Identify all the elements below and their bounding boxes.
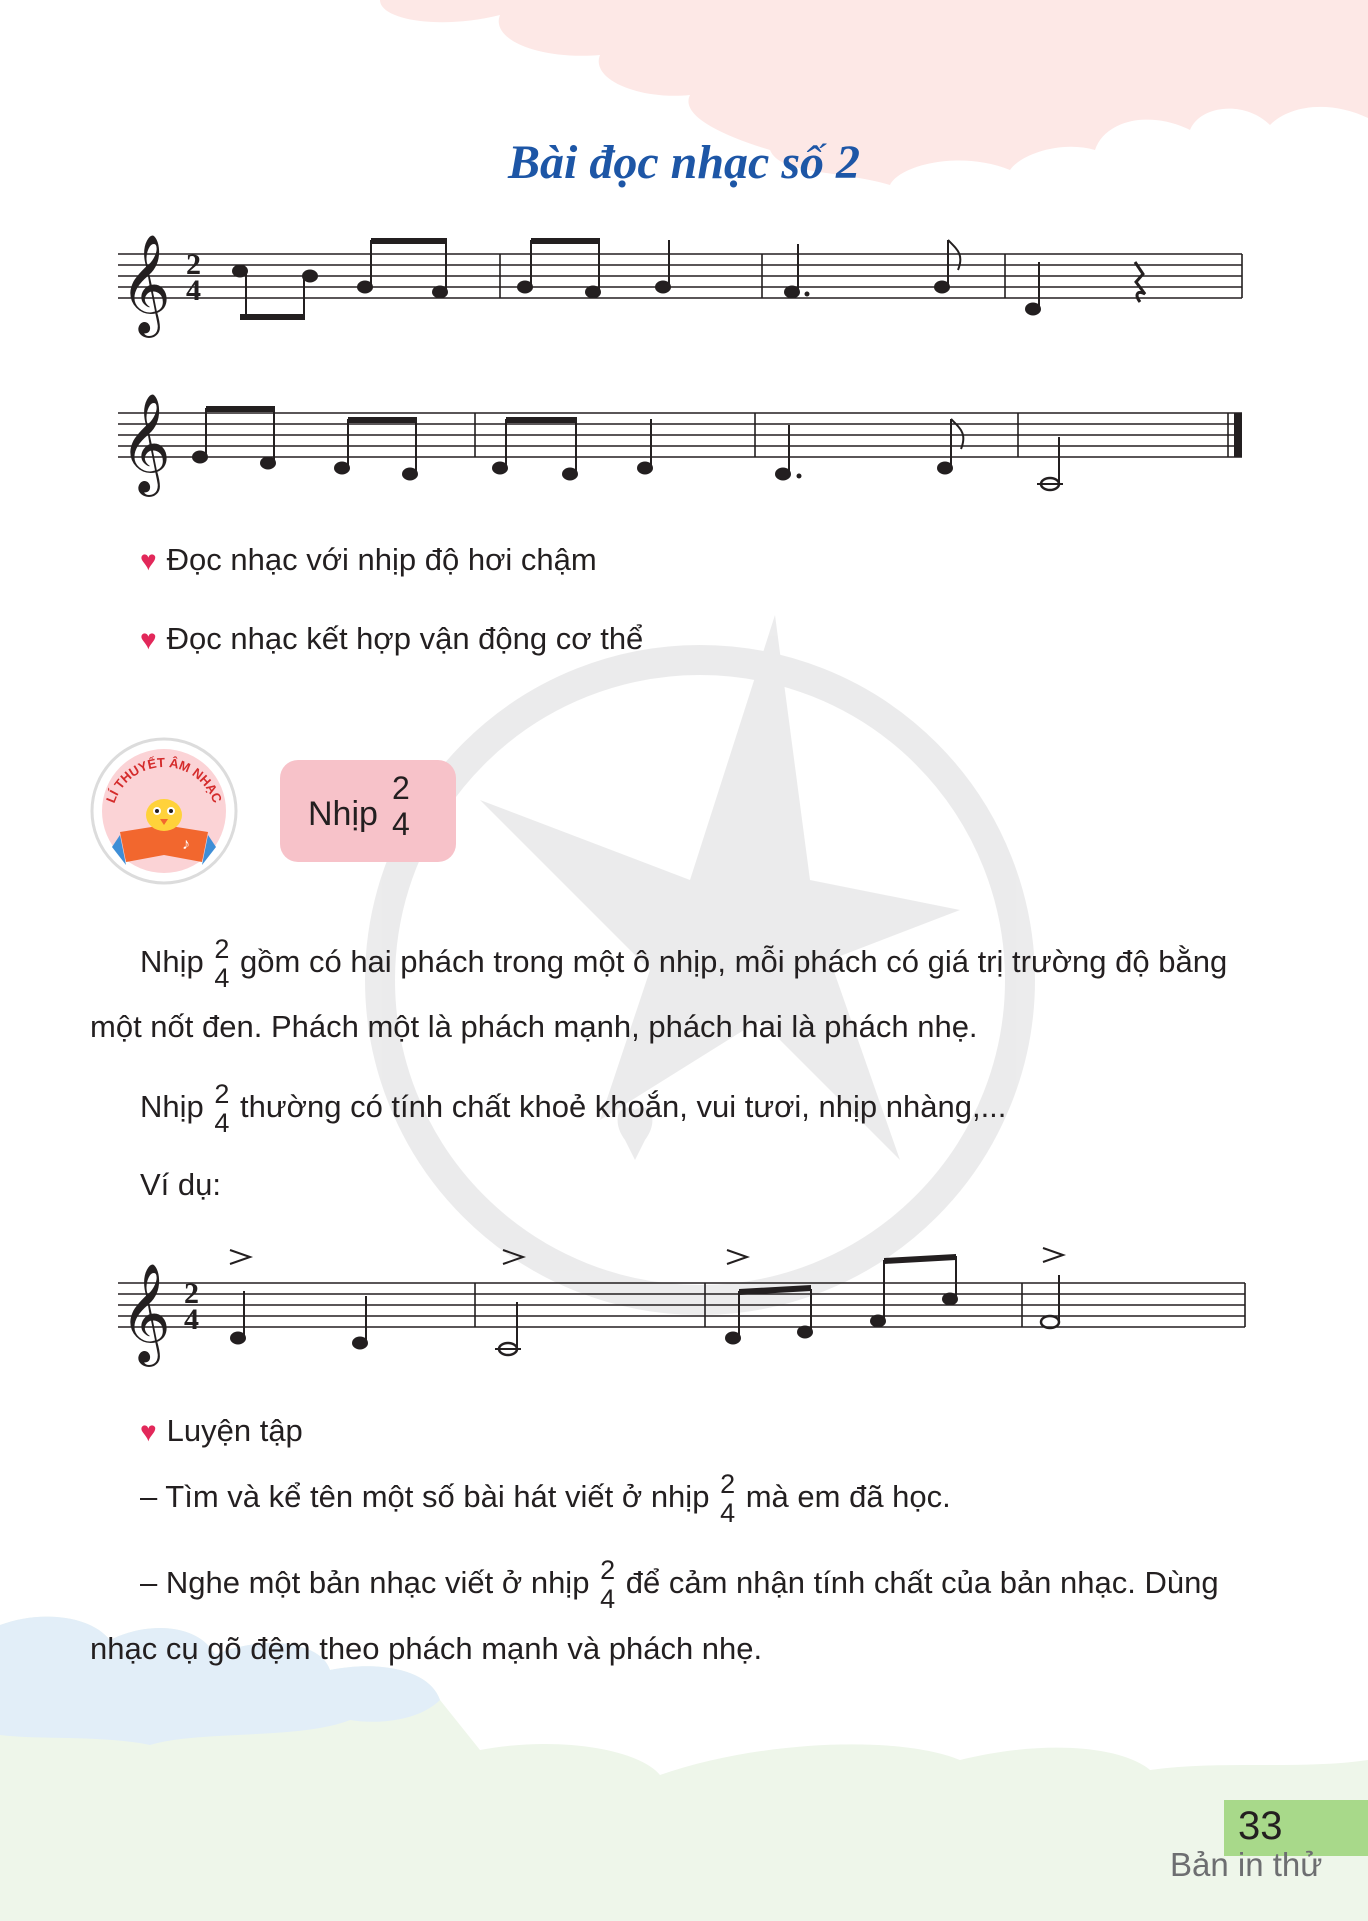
- page-number: 33: [1238, 1804, 1283, 1848]
- music-staff-example: [0, 1240, 1368, 1370]
- treble-clef-icon: 𝄞: [120, 236, 171, 332]
- time-signature-bottom: 4: [186, 274, 201, 307]
- instruction-item: ♥ Đọc nhạc với nhịp độ hơi chậm: [140, 542, 597, 577]
- time-signature-top: 2: [186, 248, 201, 281]
- note: [785, 287, 799, 298]
- note: [1026, 304, 1040, 315]
- note: [433, 287, 447, 298]
- note: [193, 452, 207, 463]
- section-heading-label: Nhịp: [308, 795, 378, 833]
- draft-note: Bản in thử: [1170, 1846, 1323, 1883]
- note: [233, 266, 247, 277]
- svg-text:♪: ♪: [182, 836, 190, 853]
- note: [563, 469, 577, 480]
- badge-text: LÍ THUYẾT ÂM NHẠC: [102, 754, 226, 805]
- lesson-title: Bài đọc nhạc số 2: [507, 136, 861, 189]
- final-barline: [1234, 413, 1242, 457]
- accent-mark: [503, 1250, 523, 1264]
- time-fraction: 2 4: [600, 1555, 616, 1614]
- note: [871, 1316, 885, 1327]
- instruction-item: ♥ Đọc nhạc kết hợp vận động cơ thể: [140, 621, 644, 656]
- note: [943, 1294, 957, 1305]
- note: [358, 282, 372, 293]
- treble-clef-icon: 𝄞: [120, 1265, 171, 1361]
- note: [586, 287, 600, 298]
- practice-item-2-line-2: nhạc cụ gõ đệm theo phách mạnh và phách nhẹ.: [90, 1631, 763, 1666]
- section-heading-fraction: 2 4: [392, 770, 410, 842]
- music-staff-2: [0, 380, 1368, 520]
- time-signature-top: 2: [184, 1277, 199, 1310]
- accent-mark: [230, 1250, 250, 1264]
- paragraph-1-line-2: một nốt đen. Phách một là phách mạnh, phách hai là phách nhẹ.: [90, 1009, 978, 1044]
- time-fraction: 2 4: [214, 934, 230, 993]
- note: [303, 271, 317, 282]
- practice-heading: ♥ Luyện tập: [140, 1413, 303, 1448]
- note: [776, 469, 790, 480]
- note: [798, 1327, 812, 1338]
- note: [403, 469, 417, 480]
- heart-icon: ♥: [140, 1416, 157, 1447]
- accent-mark: [727, 1250, 747, 1264]
- note: [935, 282, 949, 293]
- note: [938, 463, 952, 474]
- accent-mark: [1043, 1248, 1063, 1262]
- note: [231, 1333, 245, 1344]
- paragraph-1: Nhịp 2 4 gồm có hai phách trong một ô nhịp, mỗi phách có giá trị trường độ bằng: [140, 934, 1228, 993]
- practice-item-2: – Nghe một bản nhạc viết ở nhịp 2 4 để cảm nhận tính chất của bản nhạc. Dùng: [140, 1555, 1219, 1614]
- example-label: Ví dụ:: [140, 1167, 221, 1202]
- paragraph-2: Nhịp 2 4 thường có tính chất khoẻ khoắn, vui tươi, nhịp nhàng,...: [140, 1079, 1007, 1138]
- note: [518, 282, 532, 293]
- practice-item-1: – Tìm và kể tên một số bài hát viết ở nhịp 2 4 mà em đã học.: [140, 1469, 951, 1528]
- note: [493, 463, 507, 474]
- note: [656, 282, 670, 293]
- treble-clef-icon: 𝄞: [120, 395, 171, 491]
- note: [353, 1338, 367, 1349]
- note: [335, 463, 349, 474]
- heart-icon: ♥: [140, 624, 157, 655]
- note: [638, 463, 652, 474]
- note: [726, 1333, 740, 1344]
- heart-icon: ♥: [140, 545, 157, 576]
- time-fraction: 2 4: [720, 1469, 736, 1528]
- time-fraction: 2 4: [214, 1079, 230, 1138]
- note: [261, 458, 275, 469]
- music-staff-1: [0, 220, 1368, 360]
- time-signature-bottom: 4: [184, 1303, 199, 1336]
- quarter-rest: [1135, 262, 1145, 302]
- music-theory-badge: [90, 737, 238, 885]
